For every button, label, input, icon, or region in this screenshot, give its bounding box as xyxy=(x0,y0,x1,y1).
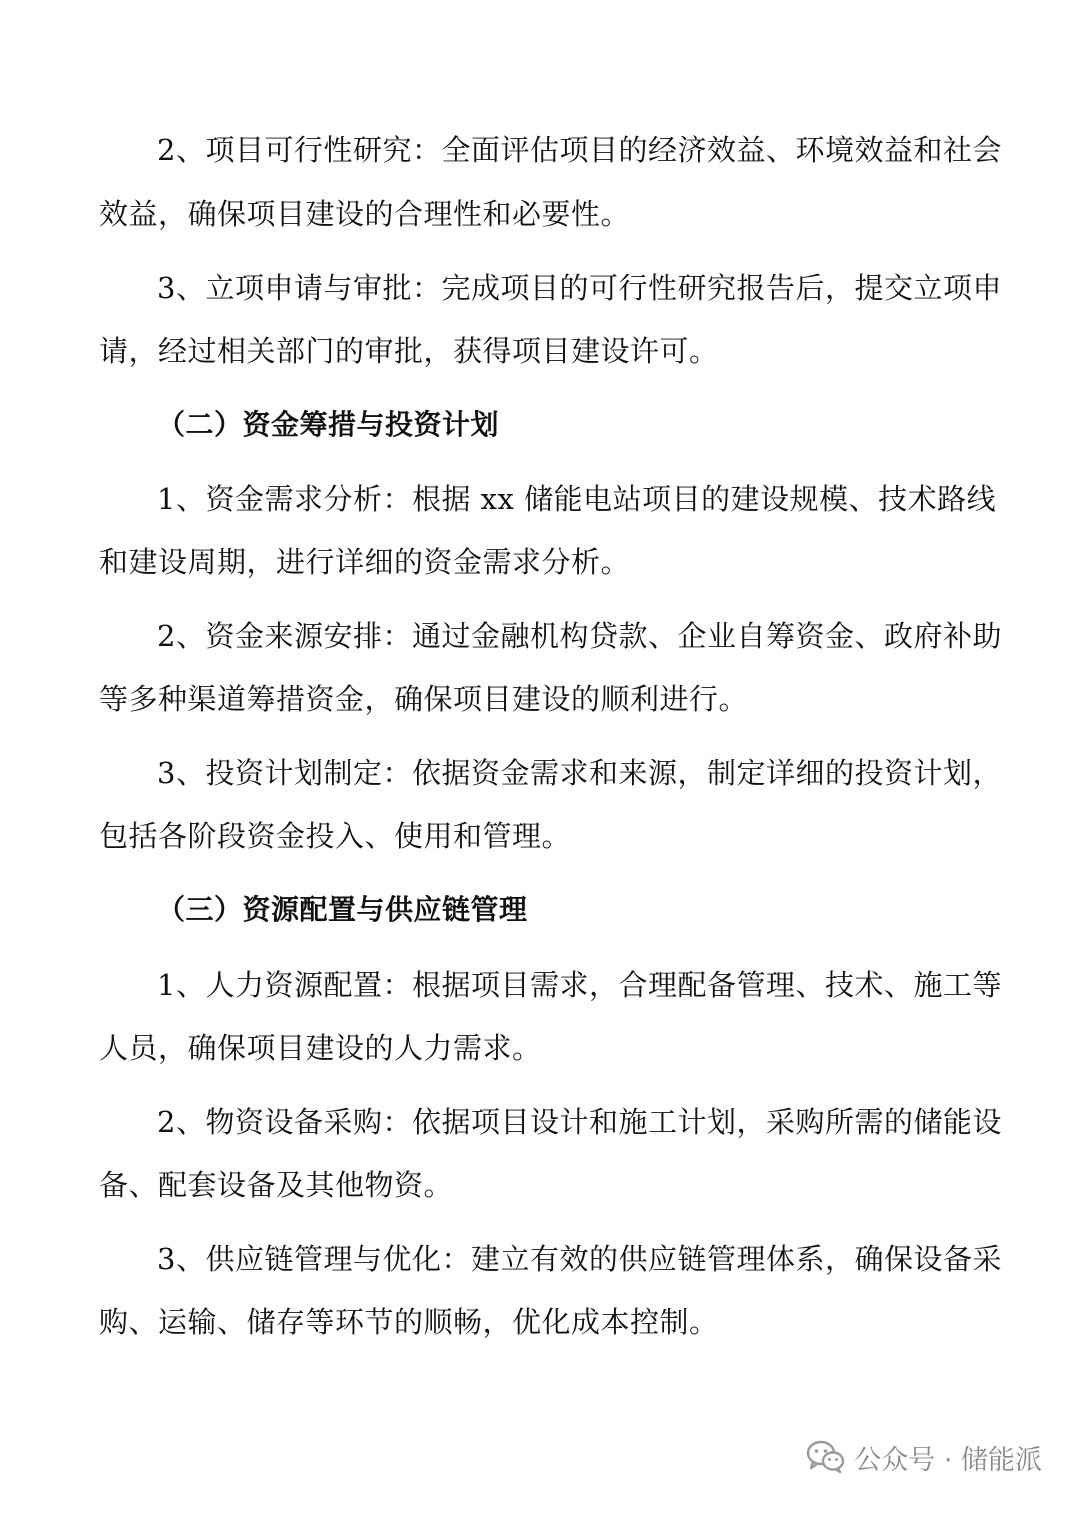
paragraph-line: 1、人力资源配置：根据项目需求，合理配备管理、技术、施工等 xyxy=(157,968,1002,1002)
paragraph-line: 请，经过相关部门的审批，获得项目建设许可。 xyxy=(99,334,719,368)
watermark-text: 公众号 · 储能派 xyxy=(854,1444,1042,1476)
paragraph-line: 备、配套设备及其他物资。 xyxy=(99,1168,454,1202)
section-heading: （二）资金筹措与投资计划 xyxy=(157,408,500,441)
paragraph-line: 效益，确保项目建设的合理性和必要性。 xyxy=(99,197,631,231)
paragraph-line: 3、立项申请与审批：完成项目的可行性研究报告后，提交立项申 xyxy=(157,271,1002,305)
section-heading: （三）资源配置与供应链管理 xyxy=(157,893,528,926)
paragraph-line: 等多种渠道筹措资金，确保项目建设的顺利进行。 xyxy=(99,682,749,716)
paragraph-line: 3、投资计划制定：依据资金需求和来源，制定详细的投资计划， xyxy=(157,756,1002,790)
paragraph-line: 2、项目可行性研究：全面评估项目的经济效益、环境效益和社会 xyxy=(157,133,1002,167)
paragraph-line: 人员，确保项目建设的人力需求。 xyxy=(99,1031,542,1065)
paragraph-line: 包括各阶段资金投入、使用和管理。 xyxy=(99,819,572,853)
paragraph-line: 2、物资设备采购：依据项目设计和施工计划，采购所需的储能设 xyxy=(157,1105,1002,1139)
wechat-icon xyxy=(806,1440,846,1474)
paragraph-line: 和建设周期，进行详细的资金需求分析。 xyxy=(99,545,631,579)
watermark xyxy=(806,1437,1042,1477)
paragraph-line: 3、供应链管理与优化：建立有效的供应链管理体系，确保设备采 xyxy=(157,1242,1002,1276)
paragraph-line: 购、运输、储存等环节的顺畅，优化成本控制。 xyxy=(99,1305,719,1339)
paragraph-line: 1、资金需求分析：根据 xx 储能电站项目的建设规模、技术路线 xyxy=(157,482,997,516)
paragraph-line: 2、资金来源安排：通过金融机构贷款、企业自筹资金、政府补助 xyxy=(157,619,1002,653)
